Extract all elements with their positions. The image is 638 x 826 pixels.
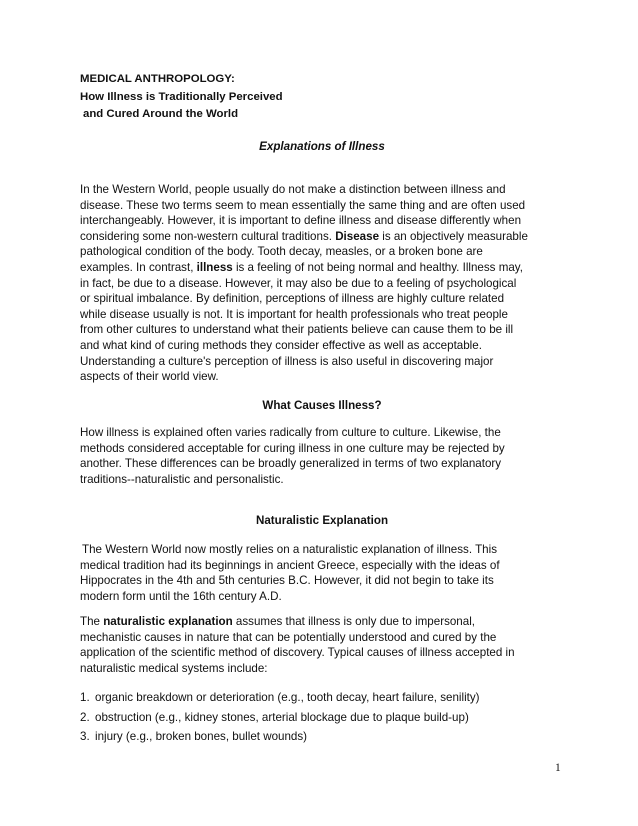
text-line: mechanistic causes in nature that can be potentially understood and cured by the bbox=[80, 630, 497, 644]
text-line: considering some non-western cultural traditions. Disease is an objectively measurable bbox=[80, 229, 528, 243]
list-item bbox=[80, 708, 564, 728]
document-page bbox=[80, 0, 564, 826]
heading-explanations-of-illness: Explanations of Illness bbox=[259, 140, 385, 153]
text-line: Understanding a culture's perception of illness is also useful in discovering major bbox=[80, 354, 494, 368]
term-disease: Disease bbox=[335, 229, 380, 243]
paragraph-what-causes bbox=[80, 425, 564, 487]
text-line: disease. These two terms seem to mean essentially the same thing and are often used bbox=[80, 198, 526, 212]
paragraph-naturalistic-definition bbox=[80, 614, 564, 676]
paragraph-explanations bbox=[80, 182, 564, 385]
term-naturalistic-explanation: naturalistic explanation bbox=[103, 615, 233, 628]
document-header bbox=[80, 71, 283, 124]
paragraph-naturalistic-history bbox=[80, 542, 564, 604]
text-line: interchangeably. However, it is important to define illness and disease differently when bbox=[80, 214, 522, 228]
text-line: Hippocrates in the 4th and 5th centuries B.C. However, it did not begin to take its bbox=[80, 574, 494, 588]
text-line: and what kind of curing methods they consider effective as well as acceptable. bbox=[80, 338, 482, 352]
list-number: 3. bbox=[80, 730, 90, 743]
term-illness: illness bbox=[196, 260, 233, 274]
text-line: In the Western World, people usually do not make a distinction between illness and bbox=[80, 183, 506, 196]
text-line: The Western World now mostly relies on a naturalistic explanation of illness. This bbox=[82, 543, 497, 556]
text-line: The naturalistic explanation assumes that illness is only due to impersonal, bbox=[80, 615, 476, 628]
causes-list bbox=[80, 688, 564, 747]
page-number: 1 bbox=[555, 762, 561, 774]
list-number: 2. bbox=[80, 710, 90, 724]
heading-naturalistic-explanation: Naturalistic Explanation bbox=[255, 514, 389, 527]
header-title: MEDICAL ANTHROPOLOGY: bbox=[80, 73, 235, 85]
list-text: injury (e.g., broken bones, bullet wounds) bbox=[95, 730, 308, 743]
text-line: while disease usually is not. It is important for health professionals who treat people bbox=[80, 307, 508, 321]
list-number: 1. bbox=[80, 691, 90, 704]
text-line: application of the scientific method of discovery. Typical causes of illness accepted in bbox=[80, 646, 515, 660]
text-line: from other cultures to understand what their patients believe can cause them to be ill bbox=[80, 323, 514, 337]
text-line: or spiritual imbalance. By definition, perceptions of illness are highly culture related bbox=[80, 292, 505, 306]
text-line: in fact, be due to a disease. However, it may also be due to a feeling of psychological bbox=[80, 276, 517, 290]
heading-what-causes-illness: What Causes Illness? bbox=[262, 399, 382, 412]
text-line: modern form until the 16th century A.D. bbox=[80, 589, 282, 603]
text-line: methods considered acceptable for curing illness in one culture may be rejected by bbox=[80, 441, 505, 455]
text-line: traditions--naturalistic and personalistic. bbox=[80, 472, 284, 486]
text-line: How illness is explained often varies radically from culture to culture. Likewise, the bbox=[80, 426, 501, 439]
text-line: pathological condition of the body. Tooth decay, measles, or a broken bone are bbox=[80, 245, 483, 259]
text-line: aspects of their world view. bbox=[80, 370, 219, 384]
list-item bbox=[80, 688, 564, 708]
header-subtitle-1: How Illness is Traditionally Perceived bbox=[80, 90, 283, 103]
header-subtitle-2: and Cured Around the World bbox=[83, 108, 239, 120]
text-line: examples. In contrast, illness is a feeling of not being normal and healthy. Illness may, bbox=[80, 260, 523, 274]
list-text: organic breakdown or deterioration (e.g., tooth decay, heart failure, senility) bbox=[95, 691, 480, 704]
text-line: another. These differences can be broadly generalized in terms of two explanatory bbox=[80, 457, 502, 471]
text-line: naturalistic medical systems include: bbox=[80, 661, 268, 675]
list-item bbox=[80, 727, 564, 747]
list-text: obstruction (e.g., kidney stones, arterial blockage due to plaque build-up) bbox=[95, 710, 469, 724]
text-line: medical tradition had its beginnings in ancient Greece, especially with the ideas of bbox=[80, 558, 500, 572]
